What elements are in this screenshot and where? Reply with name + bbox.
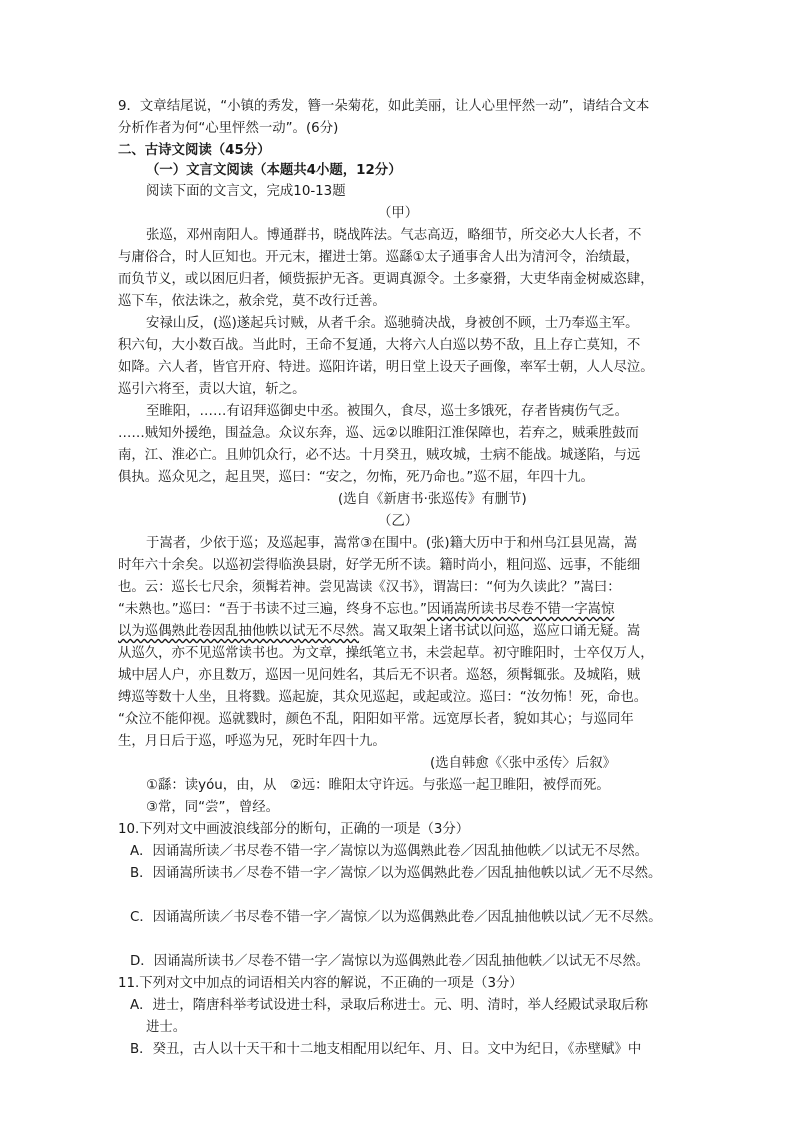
passage-yi-text: “未熟也。”巡曰：“吾于书读不过三遍，终身不忘也。” — [118, 602, 427, 617]
passage-yi-line: 缚巡等数十人坐，且将戮。巡起旋，其众见巡起，或起或泣。巡曰：“汝勿怖！死，命也。 — [118, 690, 648, 705]
q9-line-1: 9．文章结尾说，“小镇的秀发，簪一朵菊花，如此美丽，让人心里怦然一动”，请结合文本 — [118, 99, 650, 114]
q10-option-a: A．因诵嵩所读／书尽卷不错一字／嵩惊以为巡偶熟此卷／因乱抽他帙／以试无不尽然。 — [130, 844, 649, 859]
passage-jia-line: 俱执。巡众见之，起且哭，巡曰：“安之，勿怖，死乃命也。”巡不屈，年四十九。 — [118, 470, 594, 485]
passage-jia-line: 如降。六人者，皆官开府、特进。巡阳许诺，明日堂上设天子画像，率军士朝，人人尽泣。 — [118, 360, 654, 375]
footnote: ③常，同“尝”，曾经。 — [146, 800, 280, 815]
passage-jia-line: 而负节义，或以困厄归者，倾赀振护无吝。更调真源令。土多豪猾，大吏华南金树威恣肆， — [118, 272, 654, 287]
subsection-heading: （一）文言文阅读（本题共4小题，12分） — [146, 163, 402, 178]
passage-yi-line: “众泣不能仰视。巡就戮时，颜色不乱，阳阳如平常。远宽厚长者，貌如其心；与巡同年 — [118, 712, 634, 727]
passage-yi-line: 时年六十余矣。以巡初尝得临涣县尉，好学无所不读。籍时尚小，粗问巡、远事，不能细 — [118, 558, 641, 573]
passage-yi-line — [118, 623, 640, 640]
q10-option-b: B．因诵嵩所读书／尽卷不错一字／嵩惊／以为巡偶熟此卷／因乱抽他帙以试／无不尽然。 — [130, 866, 662, 881]
passage-jia-label: （甲） — [378, 206, 419, 221]
passage-yi-line: 生，月日后于巡，呼巡为兄，死时年四十九。 — [118, 734, 386, 749]
q9-line-2: 分析作者为何“心里怦然一动”。(6分) — [118, 121, 339, 136]
reading-instruction: 阅读下面的文言文，完成10-13题 — [146, 184, 346, 199]
passage-jia-line: 巡下车，依法诛之，赦余党，莫不改行迁善。 — [118, 294, 386, 309]
passage-jia-line: 与庸俗合，时人叵知也。开元末，擢进士第。巡繇①太子通事舍人出为清河令，治绩最， — [118, 250, 639, 265]
passage-yi-line: 于嵩者，少依于巡；及巡起事，嵩常③在围中。(张)籍大历中于和州乌江县见嵩，嵩 — [146, 536, 638, 551]
passage-jia-line: 安禄山反，(巡)遂起兵讨贼，从者千余。巡驰骑决战，身被创不顾，士乃奉巡主军。 — [146, 316, 639, 331]
passage-jia-line: 南，江、淮必亡。且帅饥众行，必不达。十月癸丑，贼攻城，士病不能战。城遂陷，与远 — [118, 448, 641, 463]
passage-jia-line: ……贼知外援绝，围益急。众议东奔，巡、远②以睢阳江淮保障也，若弃之，贼乘胜鼓而 — [118, 426, 639, 441]
q11-option-b: B．癸丑，古人以十天干和十二地支相配用以纪年、月、日。文中为纪日，《赤壁赋》中 — [130, 1042, 642, 1057]
q10-stem: 10.下列对文中画波浪线部分的断句，正确的一项是（3分） — [118, 822, 470, 837]
passage-yi-text: 。嵩又取架上诸书试以问巡，巡应口诵无疑。嵩 — [359, 624, 641, 639]
section-heading: 二、古诗文阅读（45分） — [118, 143, 271, 158]
q10-option-d: D．因诵嵩所读书／尽卷不错一字／嵩惊以为巡偶熟此卷／因乱抽他帙／以试无不尽然。 — [130, 954, 650, 969]
wavy-underlined-text: 因诵嵩所读书尽卷不错一字嵩惊 — [426, 602, 615, 617]
passage-yi-source: (选自韩愈《〈张中丞传〉后叙》 — [430, 756, 616, 771]
passage-jia-source: (选自《新唐书·张巡传》有删节) — [338, 492, 527, 507]
passage-yi-label: （乙） — [378, 514, 419, 529]
q10-option-c: C．因诵嵩所读／书尽卷不错一字／嵩惊／以为巡偶熟此卷／因乱抽他帙以试／无不尽然。 — [130, 910, 662, 925]
passage-yi-line: 也。云：巡长七尺余，须髯若神。尝见嵩读《汉书》，谓嵩曰：“何为久读此？”嵩曰： — [118, 580, 621, 595]
passage-yi-line: 从巡久，亦不见巡常读书也。为文章，操纸笔立书，未尝起草。初守睢阳时，士卒仅万人， — [118, 646, 654, 661]
q11-stem: 11.下列对文中加点的词语相关内容的解说，不正确的一项是（3分） — [118, 976, 523, 991]
passage-jia-line: 巡引六将至，责以大谊，斩之。 — [118, 382, 306, 397]
q11-option-a: A．进士，隋唐科举考试设进士科，录取后称进士。元、明、清时，举人经殿试录取后称 — [130, 998, 649, 1013]
passage-yi-line: 城中居人户，亦且数万，巡因一见问姓名，其后无不识者。巡怒，须髯辄张。及城陷，贼 — [118, 668, 641, 683]
passage-yi-line — [118, 601, 614, 618]
q11-option-a-cont: 进士。 — [146, 1020, 187, 1035]
passage-jia-line: 至睢阳，……有诏拜巡御史中丞。被围久，食尽，巡士多饿死，存者皆痍伤气乏。 — [146, 404, 629, 419]
wavy-underlined-text: 以为巡偶熟此卷因乱抽他帙以试无不尽然 — [118, 624, 360, 639]
footnote: ①繇：读yóu，由，从 ②远：睢阳太守许远。与张巡一起卫睢阳，被俘而死。 — [146, 778, 610, 793]
passage-jia-line: 张巡，邓州南阳人。博通群书，晓战阵法。气志高迈，略细节，所交必大人长者，不 — [146, 228, 642, 243]
passage-jia-line: 积六旬，大小数百战。当此时，王命不复通，大将六人白巡以势不敌，且上存亡莫知，不 — [118, 338, 641, 353]
